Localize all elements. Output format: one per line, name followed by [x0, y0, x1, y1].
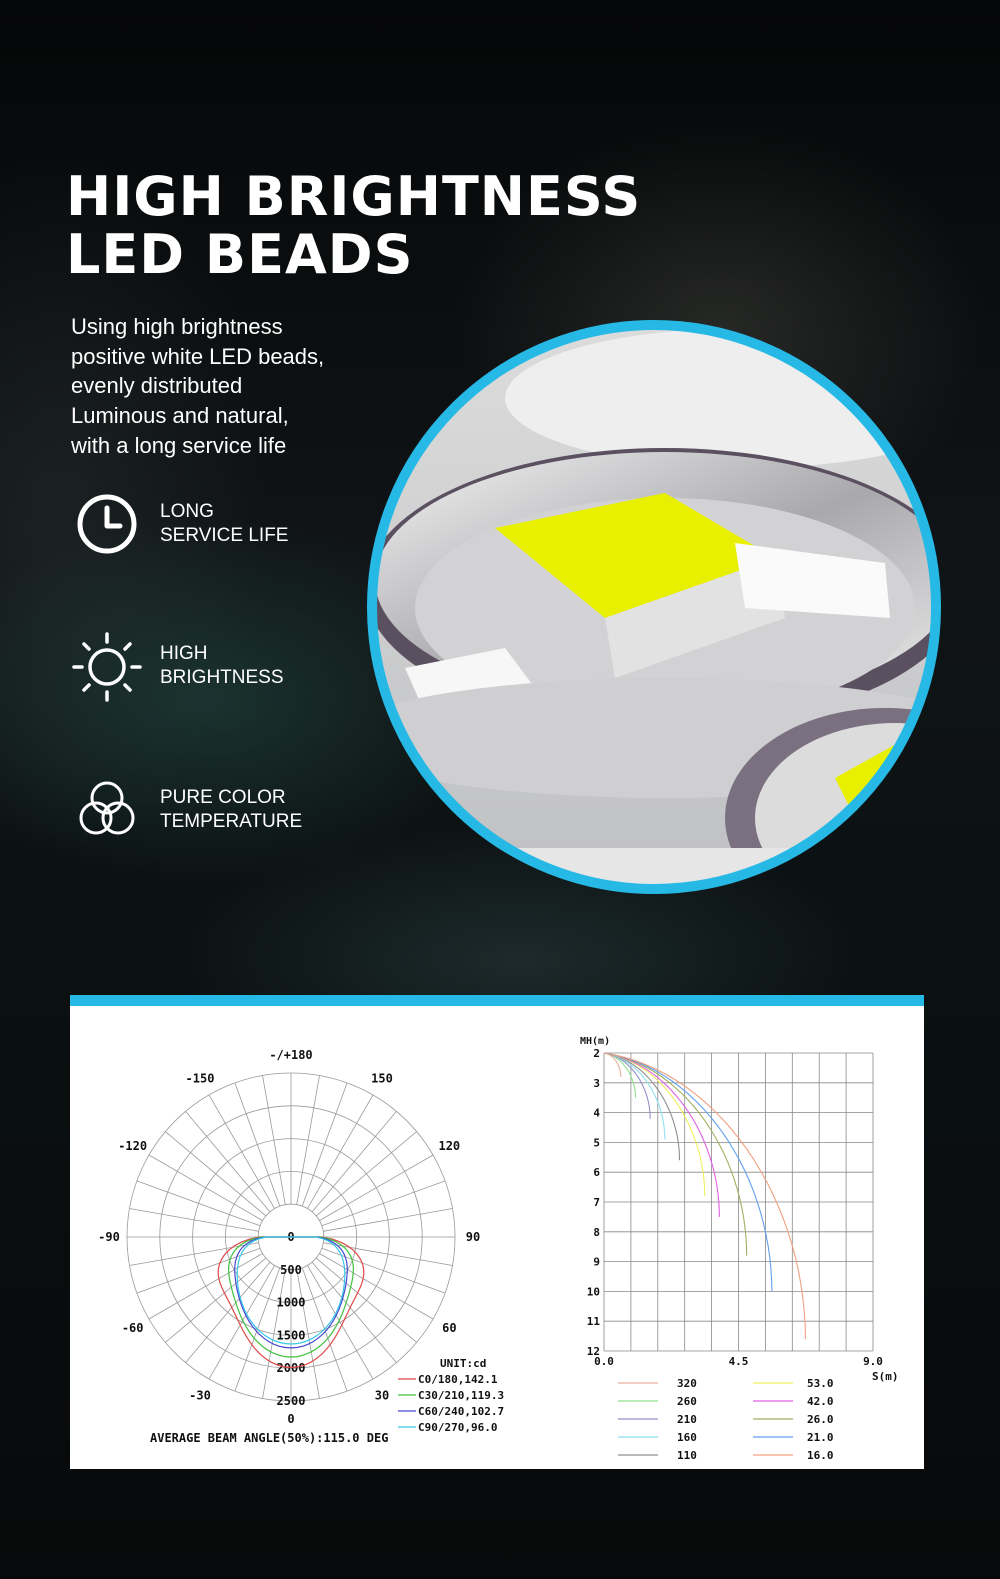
polar-spoke [235, 1083, 280, 1206]
isolux-y-axis-label: MH(m) [580, 1036, 611, 1047]
isolux-contour [604, 1053, 650, 1119]
isolux-x-tick: 9.0 [863, 1355, 883, 1368]
polar-spoke [312, 1111, 396, 1212]
polar-angle-label: 30 [374, 1388, 390, 1403]
polar-radial-label: 2500 [276, 1394, 306, 1408]
isolux-legend-item: 21.0 [807, 1431, 834, 1444]
feature-label-line: BRIGHTNESS [160, 667, 284, 688]
title-line-1: HIGH BRIGHTNESS [66, 165, 642, 228]
feature-label [160, 786, 302, 834]
isolux-y-tick: 3 [593, 1076, 600, 1090]
feature-label-line: HIGH [160, 643, 208, 664]
polar-angle-label: -30 [189, 1388, 211, 1403]
polar-spoke [322, 1248, 445, 1293]
isolux-diagram [580, 1036, 899, 1462]
sun-icon [72, 632, 142, 702]
polar-spoke [316, 1132, 417, 1216]
polar-angle-label: 90 [465, 1230, 481, 1244]
polar-spoke [186, 1262, 270, 1363]
polar-angle-label: -60 [121, 1321, 144, 1335]
polar-radial-label: 0 [287, 1230, 295, 1244]
feature-label-line: TEMPERATURE [160, 811, 303, 832]
feature-label [160, 642, 284, 690]
description-line: evenly distributed [71, 373, 243, 399]
polar-spoke [322, 1181, 445, 1226]
isolux-legend-item: 16.0 [807, 1449, 834, 1462]
polar-radial-label: 2000 [276, 1361, 306, 1376]
feature-label-line: SERVICE LIFE [160, 525, 289, 546]
polar-diagram [98, 1048, 504, 1445]
polar-angle-label: 60 [442, 1321, 457, 1335]
description [71, 312, 324, 461]
polar-angle-label: 120 [438, 1139, 461, 1153]
feature-pure-color-temperature [72, 776, 372, 846]
polar-angle-label: -/+180 [269, 1048, 313, 1062]
led-bead-closeup-image [365, 318, 943, 896]
polar-spoke [312, 1262, 396, 1363]
isolux-y-tick: 9 [593, 1255, 600, 1269]
polar-unit-label: UNIT:cd [440, 1357, 487, 1370]
polar-spoke [129, 1209, 258, 1232]
isolux-y-tick: 6 [593, 1166, 600, 1180]
polar-spoke [323, 1209, 452, 1232]
polar-radial-label: 1000 [276, 1295, 306, 1310]
isolux-y-tick: 12 [586, 1345, 600, 1358]
isolux-y-tick: 7 [593, 1196, 600, 1209]
photometric-panel [70, 995, 924, 1469]
isolux-legend-item: 26.0 [807, 1413, 834, 1426]
polar-spoke [165, 1258, 266, 1342]
isolux-contour [604, 1053, 719, 1217]
clock-icon [72, 490, 142, 560]
polar-spoke [149, 1155, 263, 1221]
isolux-legend-item: 42.0 [807, 1395, 834, 1408]
description-line: positive white LED beads, [71, 343, 325, 369]
polar-angle-label: -120 [118, 1139, 148, 1153]
polar-spoke [209, 1265, 275, 1379]
polar-angle-label: -90 [98, 1230, 120, 1244]
isolux-y-tick: 11 [586, 1315, 600, 1329]
feature-long-service-life [72, 490, 372, 560]
polar-spoke [137, 1248, 260, 1293]
isolux-contour [604, 1053, 680, 1160]
isolux-y-tick: 4 [593, 1106, 600, 1120]
isolux-y-tick: 5 [593, 1136, 600, 1150]
description-line: with a long service life [71, 432, 287, 458]
description-line: Luminous and natural, [71, 403, 289, 429]
isolux-legend-item: 320 [677, 1377, 697, 1390]
polar-spoke [186, 1111, 270, 1212]
polar-spoke [137, 1181, 260, 1226]
polar-spoke [319, 1253, 433, 1319]
polar-radial-label: 500 [280, 1262, 302, 1277]
beam-angle-label: AVERAGE BEAM ANGLE(50%):115.0 DEG [150, 1431, 389, 1445]
photometric-diagrams [70, 1006, 924, 1469]
polar-legend-item: C60/240,102.7 [418, 1405, 505, 1418]
feature-label [160, 500, 288, 548]
polar-spoke [297, 1075, 320, 1204]
isolux-legend-item: 53.0 [807, 1377, 834, 1390]
polar-spoke [209, 1095, 275, 1209]
polar-spoke [149, 1253, 263, 1319]
isolux-legend-item: 160 [677, 1431, 697, 1444]
isolux-x-tick: 0.0 [594, 1355, 614, 1368]
polar-legend-item: C0/180,142.1 [418, 1373, 498, 1386]
color-circles-icon [72, 776, 142, 846]
page-title [66, 165, 642, 286]
isolux-x-axis-label: S(m) [872, 1370, 899, 1383]
polar-angle-label: 150 [371, 1071, 393, 1086]
isolux-x-tick: 4.5 [728, 1355, 749, 1368]
title-line-2: LED BEADS [66, 223, 414, 286]
polar-radial-label: 0 [287, 1412, 295, 1426]
polar-spoke [307, 1095, 373, 1209]
feature-label-line: PURE COLOR [160, 787, 286, 808]
isolux-y-tick: 8 [593, 1225, 600, 1239]
feature-label-line: LONG [160, 501, 214, 522]
polar-radial-label: 1500 [276, 1328, 306, 1343]
polar-spoke [302, 1083, 347, 1206]
polar-spoke [165, 1132, 266, 1216]
isolux-y-tick: 2 [593, 1047, 600, 1060]
polar-angle-label: -150 [185, 1071, 215, 1086]
polar-legend-item: C90/270,96.0 [418, 1421, 498, 1434]
polar-legend-item: C30/210,119.3 [418, 1389, 505, 1402]
polar-spoke [307, 1265, 373, 1379]
polar-spoke [316, 1258, 417, 1342]
isolux-contour [604, 1053, 805, 1339]
isolux-legend-item: 210 [677, 1413, 697, 1426]
polar-spoke [319, 1155, 433, 1221]
isolux-legend-item: 110 [677, 1449, 697, 1462]
isolux-legend-item: 260 [677, 1395, 697, 1408]
feature-high-brightness [72, 632, 372, 702]
description-line: Using high brightness [71, 314, 283, 339]
polar-spoke [263, 1075, 286, 1204]
isolux-y-tick: 10 [586, 1285, 600, 1299]
